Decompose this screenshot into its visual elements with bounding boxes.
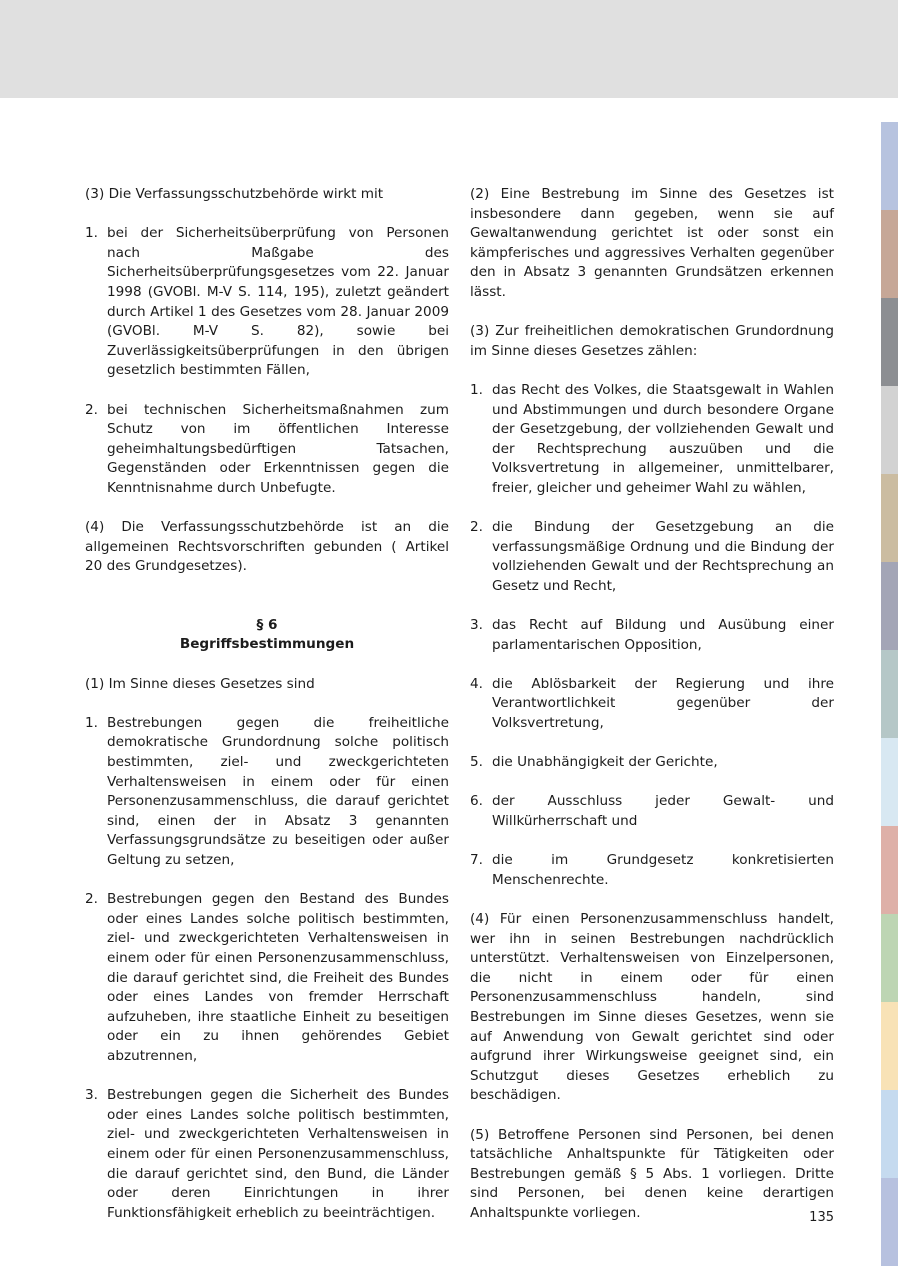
list-item xyxy=(470,851,834,890)
list-text: bei der Sicherheitsüberprüfung von Personen nach Maßgabe des Sicherheitsüberprüfungsgesetzes vom 22. Januar 1998 (GVOBl. M-V S. 114, 195), zuletzt geändert durch Artikel 1 des Gesetzes vom 28. Januar 2009 (GVOBl. M-V S. 82), sowie bei Zuverlässigkeitsüberprüfungen in den übrigen gesetzlich bestimmten Fällen, xyxy=(107,225,449,379)
list-text: die Ablösbarkeit der Regierung und ihre Verantwortlichkeit gegenüber der Volksvertretung, xyxy=(492,675,834,732)
list-number: 3. xyxy=(470,617,483,634)
header-band xyxy=(0,0,898,98)
list-item xyxy=(470,518,834,596)
side-tab[interactable] xyxy=(881,1090,898,1178)
list-number: 1. xyxy=(470,381,483,398)
list-text: die Unabhängigkeit der Gerichte, xyxy=(492,754,718,771)
list-text: Bestrebungen gegen den Bestand des Bundes oder eines Landes solche politisch bestimmten, ziel- und zweckgerichteten Verhaltensweisen in einem oder für einen Personenzusammenschluss, die darauf gerichtet sind, die Freiheit des Bundes oder eines Landes von fremder Herrschaft aufzuheben, ihre staatliche Einheit zu beseitigen oder ein zu ihnen gehörendes Gebiet abzutrennen, xyxy=(107,891,449,1064)
list-number: 2. xyxy=(470,519,483,536)
side-tab[interactable] xyxy=(881,298,898,386)
list-text: bei technischen Sicherheitsmaßnahmen zum Schutz von im öffentlichen Interesse geheimhaltungsbedürftigen Tatsachen, Gegenständen oder Erkenntnissen gegen die Kenntnisnahme durch Unbefugte. xyxy=(107,401,449,496)
side-tab[interactable] xyxy=(881,738,898,826)
list-item xyxy=(470,753,834,773)
side-tab[interactable] xyxy=(881,122,898,210)
list-text: das Recht auf Bildung und Ausübung einer parlamentarischen Opposition, xyxy=(492,617,834,653)
list-text: der Ausschluss jeder Gewalt- und Willkürherrschaft und xyxy=(492,793,834,829)
list-number: 3. xyxy=(85,1087,98,1104)
side-tab[interactable] xyxy=(881,1178,898,1266)
paragraph-4: (4) Die Verfassungsschutzbehörde ist an die allgemeinen Rechtsvorschriften gebunden ( Artikel 20 des Grundgesetzes). xyxy=(85,519,449,575)
list-text: Bestrebungen gegen die Sicherheit des Bundes oder eines Landes solche politisch bestimmten, ziel- und zweckgerichteten Verhaltensweisen in einem oder für einen Personenzusammenschluss, die darauf gerichtet sind, den Bund, die Länder oder deren Einrichtungen in ihrer Funktionsfähigkeit erheblich zu beeinträchtigen. xyxy=(107,1087,449,1221)
paragraph-4: (4) Für einen Personenzusammenschluss handelt, wer ihn in seinen Bestrebungen nachdrücklich unterstützt. Verhaltensweisen von Einzelpersonen, die nicht in einem oder für einen Personenzusammenschluss handeln, sind Bestrebungen im Sinne dieses Gesetzes, wenn sie auf Anwendung von Gewalt gerichtet sind oder aufgrund ihrer Wirkungsweise geeignet sind, ein Schutzgut dieses Gesetzes erheblich zu beschädigen. xyxy=(470,910,834,1104)
list-item xyxy=(85,890,449,1066)
list-number: 6. xyxy=(470,793,483,810)
side-tab[interactable] xyxy=(881,1002,898,1090)
paragraph-3: (3) Zur freiheitlichen demokratischen Grundordnung im Sinne dieses Gesetzes zählen: xyxy=(470,323,834,359)
list-item xyxy=(85,714,449,871)
side-tab[interactable] xyxy=(881,650,898,738)
list-number: 2. xyxy=(85,401,98,418)
section-number: § 6 xyxy=(256,616,278,633)
page-number: 135 xyxy=(809,1210,834,1225)
left-column xyxy=(85,185,449,1223)
side-tab[interactable] xyxy=(881,210,898,298)
list-item xyxy=(85,401,449,499)
side-tab[interactable] xyxy=(881,562,898,650)
side-tab[interactable] xyxy=(881,826,898,914)
list-item xyxy=(470,381,834,499)
paragraph-3-intro: (3) Die Verfassungsschutzbehörde wirkt mit xyxy=(85,186,384,202)
list-item xyxy=(85,224,449,381)
paragraph-5: (5) Betroffene Personen sind Personen, bei denen tatsächliche Anhaltspunkte für Tätigkeiten oder Bestrebungen gemäß § 5 Abs. 1 vorliegen. Dritte sind Personen, bei denen keine derartigen Anhaltspunkte vorliegen. xyxy=(470,1126,834,1221)
section-title: Begriffsbestimmungen xyxy=(179,636,355,653)
list-number: 1. xyxy=(85,714,98,731)
list-number: 4. xyxy=(470,675,483,692)
side-tab[interactable] xyxy=(881,914,898,1002)
side-color-tabs xyxy=(881,122,898,1272)
list-text: Bestrebungen gegen die freiheitliche demokratische Grundordnung solche politisch bestimmten, ziel- und zweckgerichteten Verhaltensweisen in einem oder für einen Personenzusammenschluss, die darauf gerichtet sind, einen der in Absatz 3 genannten Verfassungsgrundsätze zu beseitigen oder außer Geltung zu setzen, xyxy=(107,714,449,868)
list-text: das Recht des Volkes, die Staatsgewalt in Wahlen und Abstimmungen und durch besondere Organe der Gesetzgebung, der vollziehenden Gewalt und der Rechtsprechung auszuüben und die Volksvertretung in allgemeiner, unmittelbarer, freier, gleicher und geheimer Wahl zu wählen, xyxy=(492,381,834,496)
list-text: die Bindung der Gesetzgebung an die verfassungsmäßige Ordnung und die Bindung der vollziehenden Gewalt und der Rechtsprechung an Gesetz und Recht, xyxy=(492,519,834,594)
list-item xyxy=(470,616,834,655)
list-number: 1. xyxy=(85,225,98,242)
list-item xyxy=(470,675,834,734)
list-number: 2. xyxy=(85,891,98,908)
paragraph-1: (1) Im Sinne dieses Gesetzes sind xyxy=(85,675,315,692)
list-number: 7. xyxy=(470,852,483,869)
side-tab[interactable] xyxy=(881,474,898,562)
paragraph-2: (2) Eine Bestrebung im Sinne des Gesetzes ist insbesondere dann gegeben, wenn sie auf Gewaltanwendung gerichtet ist oder sonst ein kämpferisches und aggressives Verhalten gegenüber den in Absatz 3 genannten Grundsätzen erkennen lässt. xyxy=(470,186,834,300)
list-number: 5. xyxy=(470,754,483,771)
right-column xyxy=(470,185,834,1223)
side-tab[interactable] xyxy=(881,386,898,474)
list-text: die im Grundgesetz konkretisierten Menschenrechte. xyxy=(492,852,834,888)
list-item xyxy=(470,792,834,831)
list-item xyxy=(85,1086,449,1223)
